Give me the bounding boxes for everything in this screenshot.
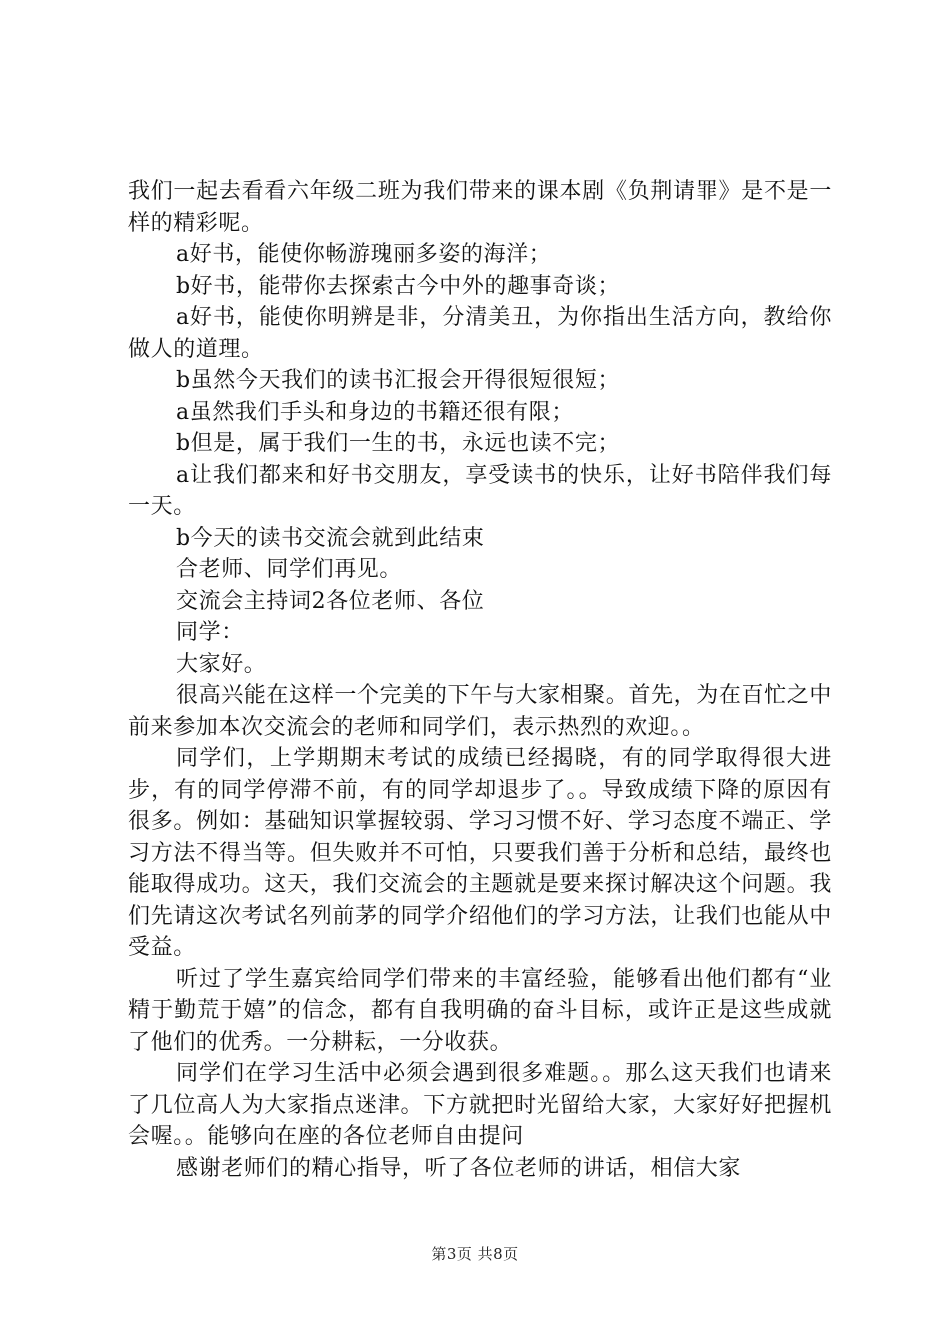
paragraph: a好书，能使你畅游瑰丽多姿的海洋；	[176, 242, 552, 267]
paragraph: 大家好。	[176, 651, 267, 677]
paragraph: b好书，能带你去探索古今中外的趣事奇谈；	[176, 273, 621, 299]
paragraph: 同学们在学习生活中必须会遇到很多难题。。那么这天我们也请来了几位高人为大家指点迷津。下方就把时光留给大家，大家好好把握机会喔。。能够向在座的各位老师自由提问	[128, 1061, 832, 1149]
paragraph: 同学：	[176, 620, 244, 645]
paragraph: a虽然我们手头和身边的书籍还很有限；	[176, 399, 574, 425]
document-body	[128, 176, 832, 1184]
paragraph: b今天的读书交流会就到此结束	[176, 525, 485, 551]
paragraph: 合老师、同学们再见。	[176, 557, 403, 582]
paragraph: b但是，属于我们一生的书，永远也读不完；	[176, 431, 621, 456]
paragraph: a好书，能使你明辨是非，分清美丑，为你指出生活方向，教给你做人的道理。	[128, 305, 832, 362]
paragraph: 感谢老师们的精心指导，听了各位老师的讲话，相信大家	[176, 1155, 742, 1181]
page-footer	[0, 1243, 950, 1264]
paragraph: a让我们都来和好书交朋友，享受读书的快乐，让好书陪伴我们每一天。	[128, 462, 832, 519]
page-number: 第3页 共8页	[431, 1245, 519, 1263]
paragraph: 很高兴能在这样一个完美的下午与大家相聚。首先，为在百忙之中前来参加本次交流会的老师和同学们，表示热烈的欢迎。。	[128, 683, 832, 740]
paragraph: 交流会主持词2各位老师、各位	[176, 588, 485, 614]
paragraph: 我们一起去看看六年级二班为我们带来的课本剧《负荆请罪》是不是一样的精彩呢。	[128, 179, 832, 236]
paragraph: b虽然今天我们的读书汇报会开得很短很短；	[176, 368, 621, 393]
paragraph: 同学们，上学期期末考试的成绩已经揭晓，有的同学取得很大进步，有的同学停滞不前，有的同学却退步了。。导致成绩下降的原因有很多。例如：基础知识掌握较弱、学习习惯不好、学习态度不端正、学习方法不得当等。但失败并不可怕，只要我们善于分析和总结，最终也能取得成功。这天，我们交流会的主题就是要来探讨解决这个问题。我们先请这次考试名列前茅的同学介绍他们的学习方法，让我们也能从中受益。	[128, 746, 832, 960]
paragraph: 听过了学生嘉宾给同学们带来的丰富经验，能够看出他们都有“业精于勤荒于嬉”的信念，都有自我明确的奋斗目标，或许正是这些成就了他们的优秀。一分耕耘，一分收获。	[128, 966, 832, 1055]
